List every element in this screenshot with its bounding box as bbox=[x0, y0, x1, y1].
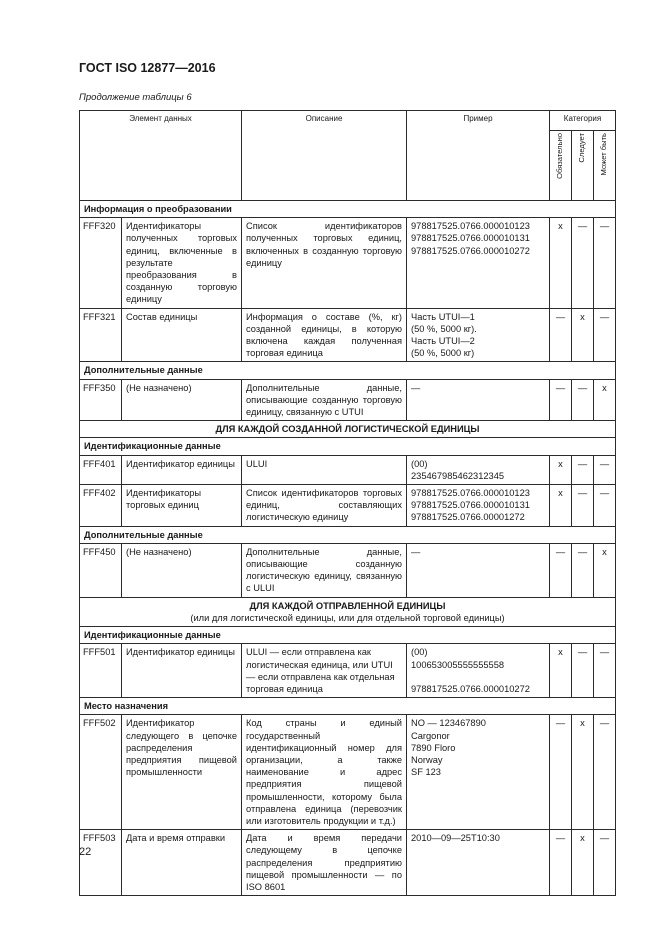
section-title: Дополнительные данные bbox=[80, 526, 616, 543]
row-example: 2010—09—25T10:30 bbox=[407, 830, 550, 896]
section-row bbox=[80, 698, 616, 715]
section-title bbox=[80, 597, 616, 626]
row-id: FFF402 bbox=[80, 485, 122, 527]
section-row bbox=[80, 597, 616, 626]
row-description: Код страны и единый государственный идентификационный номер для организации, а также наименование и адрес предприятия пищевой промышленности, которому была отправлена единица (перевозчик или изготовитель продукции и т.д.) bbox=[242, 715, 407, 830]
example-line: 978817525.0766.000010131 bbox=[411, 500, 530, 511]
row-mandatory: x bbox=[550, 644, 572, 698]
row-should: — bbox=[572, 455, 594, 484]
row-description: Дополнительные данные, описывающие созданную логистическую единицу, связанную с ULUI bbox=[242, 543, 407, 597]
row-example: — bbox=[407, 379, 550, 421]
example-line: NO — 123467890 bbox=[411, 718, 486, 729]
row-element: (Не назначено) bbox=[122, 543, 242, 597]
row-example bbox=[407, 308, 550, 362]
col-header-example: Пример bbox=[407, 111, 550, 201]
row-id: FFF501 bbox=[80, 644, 122, 698]
row-element: Идентификатор единицы bbox=[122, 455, 242, 484]
row-description: Дата и время передачи следующему в цепочке распределения предприятию пищевой промышленности — по ISO 8601 bbox=[242, 830, 407, 896]
example-line: 978817525.0766.000010131 bbox=[411, 233, 530, 244]
row-id: FFF502 bbox=[80, 715, 122, 830]
row-may: x bbox=[594, 543, 616, 597]
row-may: — bbox=[594, 308, 616, 362]
row-element: Идентификатор следующего в цепочке распределения предприятия пищевой промышленности bbox=[122, 715, 242, 830]
section-title: Информация о преобразовании bbox=[80, 201, 616, 218]
may-label: Может быть bbox=[599, 133, 609, 176]
row-may: — bbox=[594, 644, 616, 698]
row-mandatory: — bbox=[550, 543, 572, 597]
section-title: ДЛЯ КАЖДОЙ СОЗДАННОЙ ЛОГИСТИЧЕСКОЙ ЕДИНИЦЫ bbox=[80, 421, 616, 438]
example-line: 235467985462312345 bbox=[411, 470, 505, 481]
example-line: Часть UTUI—1 bbox=[411, 311, 475, 322]
row-description: ULUI — если отправлена как логистическая единица, или UTUI — если отправлена как отдельная торговая единица bbox=[242, 644, 407, 698]
example-line: (00) bbox=[411, 647, 428, 658]
table-caption: Продолжение таблицы 6 bbox=[79, 92, 192, 103]
row-should: x bbox=[572, 308, 594, 362]
col-header-should bbox=[572, 131, 594, 201]
row-mandatory: x bbox=[550, 218, 572, 308]
section-row bbox=[80, 201, 616, 218]
row-should: — bbox=[572, 218, 594, 308]
mandatory-label: Обязательно bbox=[555, 133, 565, 179]
row-may: — bbox=[594, 455, 616, 484]
row-example bbox=[407, 715, 550, 830]
row-element: (Не назначено) bbox=[122, 379, 242, 421]
example-line: (00) bbox=[411, 458, 428, 469]
section-title: Дополнительные данные bbox=[80, 362, 616, 379]
example-spacer bbox=[411, 671, 545, 683]
row-element: Дата и время отправки bbox=[122, 830, 242, 896]
example-line: 978817525.0766.00001272 bbox=[411, 512, 525, 523]
row-example bbox=[407, 485, 550, 527]
data-table bbox=[79, 110, 616, 896]
row-description: Информация о составе (%, кг) созданной единицы, в которую включена каждая полученная торговая единица bbox=[242, 308, 407, 362]
col-header-may bbox=[594, 131, 616, 201]
row-may: — bbox=[594, 715, 616, 830]
row-mandatory: — bbox=[550, 830, 572, 896]
row-element: Идентификатор единицы bbox=[122, 644, 242, 698]
row-id: FFF450 bbox=[80, 543, 122, 597]
row-should: — bbox=[572, 644, 594, 698]
row-element: Идентификаторы торговых единиц bbox=[122, 485, 242, 527]
section-row bbox=[80, 627, 616, 644]
row-mandatory: — bbox=[550, 715, 572, 830]
table-row bbox=[80, 830, 616, 896]
row-mandatory: — bbox=[550, 308, 572, 362]
row-description: ULUI bbox=[242, 455, 407, 484]
example-line: SF 123 bbox=[411, 767, 441, 778]
example-line: (50 %, 5000 кг) bbox=[411, 348, 475, 359]
table-row bbox=[80, 218, 616, 308]
row-should: — bbox=[572, 379, 594, 421]
example-line: Norway bbox=[411, 754, 443, 765]
example-line: 978817525.0766.000010123 bbox=[411, 221, 530, 232]
row-should: x bbox=[572, 715, 594, 830]
row-id: FFF503 bbox=[80, 830, 122, 896]
row-mandatory: x bbox=[550, 455, 572, 484]
section-row bbox=[80, 438, 616, 455]
example-line: 100653005555555558 bbox=[411, 659, 505, 670]
row-may: — bbox=[594, 485, 616, 527]
row-id: FFF350 bbox=[80, 379, 122, 421]
document-title: ГОСТ ISO 12877—2016 bbox=[79, 61, 216, 75]
table-row bbox=[80, 543, 616, 597]
row-may: — bbox=[594, 830, 616, 896]
row-example bbox=[407, 644, 550, 698]
section-row bbox=[80, 362, 616, 379]
section-title: Идентификационные данные bbox=[80, 627, 616, 644]
row-example: — bbox=[407, 543, 550, 597]
section-title: Место назначения bbox=[80, 698, 616, 715]
section-title: Идентификационные данные bbox=[80, 438, 616, 455]
table-row bbox=[80, 379, 616, 421]
row-id: FFF401 bbox=[80, 455, 122, 484]
section-row bbox=[80, 526, 616, 543]
example-line: 978817525.0766.000010272 bbox=[411, 683, 530, 694]
example-line: Cargonor bbox=[411, 730, 450, 741]
should-label: Следует bbox=[577, 133, 587, 163]
row-may: x bbox=[594, 379, 616, 421]
row-element: Состав единицы bbox=[122, 308, 242, 362]
row-description: Дополнительные данные, описывающие созданную торговую единицу, связанную с UTUI bbox=[242, 379, 407, 421]
table-row bbox=[80, 455, 616, 484]
col-header-description: Описание bbox=[242, 111, 407, 201]
row-element: Идентификаторы полученных торговых единиц, включенные в результате преобразования в созданную торговую единицу bbox=[122, 218, 242, 308]
section-title-sub: (или для логистической единицы, или для отдельной торговой единицы) bbox=[190, 612, 505, 623]
table-row bbox=[80, 308, 616, 362]
page-number: 22 bbox=[79, 846, 92, 858]
section-row bbox=[80, 421, 616, 438]
row-example bbox=[407, 218, 550, 308]
row-id: FFF321 bbox=[80, 308, 122, 362]
row-should: x bbox=[572, 830, 594, 896]
row-description: Список идентификаторов торговых единиц, составляющих логистическую единицу bbox=[242, 485, 407, 527]
example-line: 978817525.0766.000010272 bbox=[411, 245, 530, 256]
row-example bbox=[407, 455, 550, 484]
row-description: Список идентификаторов полученных торговых единиц, включенных в созданную торговую единицу bbox=[242, 218, 407, 308]
row-mandatory: — bbox=[550, 379, 572, 421]
row-should: — bbox=[572, 485, 594, 527]
example-line: 7890 Floro bbox=[411, 742, 456, 753]
col-header-category: Категория bbox=[550, 111, 616, 131]
table-row bbox=[80, 644, 616, 698]
row-should: — bbox=[572, 543, 594, 597]
example-line: 978817525.0766.000010123 bbox=[411, 488, 530, 499]
row-id: FFF320 bbox=[80, 218, 122, 308]
row-may: — bbox=[594, 218, 616, 308]
col-header-element: Элемент данных bbox=[80, 111, 242, 201]
row-mandatory: x bbox=[550, 485, 572, 527]
example-line: Часть UTUI—2 bbox=[411, 336, 475, 347]
col-header-mandatory bbox=[550, 131, 572, 201]
example-line: (50 %, 5000 кг). bbox=[411, 323, 477, 334]
section-title-main: ДЛЯ КАЖДОЙ ОТПРАВЛЕННОЙ ЕДИНИЦЫ bbox=[249, 600, 446, 611]
table-row bbox=[80, 715, 616, 830]
table-row bbox=[80, 485, 616, 527]
